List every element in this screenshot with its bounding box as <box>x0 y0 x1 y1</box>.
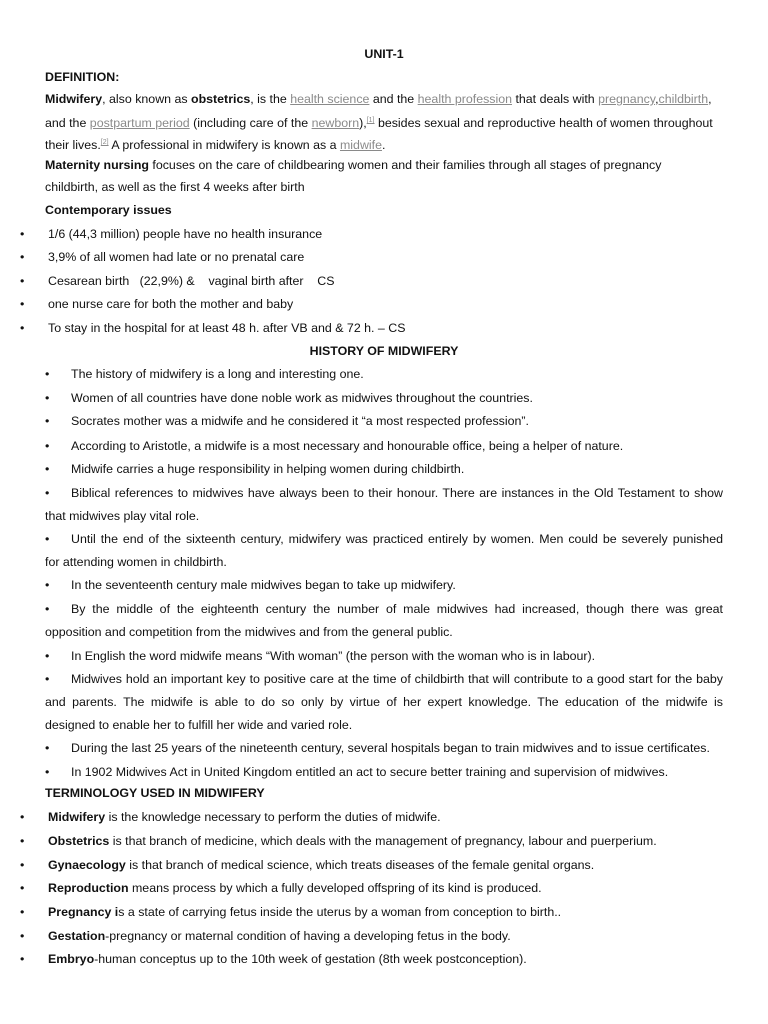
history-item: Midwives hold an important key to positive care at the time of childbirth that will contribute to a good start for the baby <box>71 672 723 686</box>
contemporary-item: 3,9% of all women had late or no prenatal care <box>48 250 305 264</box>
maternity-nursing-line-1 <box>45 157 723 173</box>
terminology-item <box>48 857 723 873</box>
bullet: • <box>20 929 25 943</box>
term-definition: s a state of carrying fetus inside the uterus by a woman from conception to birth.. <box>118 905 562 919</box>
history-item: Until the end of the sixteenth century, midwifery was practiced entirely by women. Men could be severely punished <box>71 532 723 546</box>
bullet: • <box>20 905 25 919</box>
term-definition: means process by which a fully developed offspring of its kind is produced. <box>128 881 542 895</box>
history-item-continuation: that midwives play vital role. <box>45 509 200 523</box>
text-segment: , <box>655 92 659 106</box>
text-segment: ), <box>359 116 367 131</box>
bullet: • <box>45 439 50 453</box>
history-item: By the middle of the eighteenth century the number of male midwives had increased, though there was great <box>71 602 723 616</box>
terminology-item <box>48 833 723 849</box>
terminology-item <box>48 928 723 944</box>
term-label: Gynaecology <box>48 858 126 872</box>
history-item: The history of midwifery is a long and interesting one. <box>71 367 364 381</box>
contemporary-issues-heading: Contemporary issues <box>45 203 172 217</box>
bullet: • <box>20 858 25 872</box>
text-segment: (including care of the <box>189 116 312 131</box>
history-item: Biblical references to midwives have always been to their honour. There are instances in the Old Testament to show <box>71 486 723 500</box>
text-segment: , <box>708 92 712 106</box>
bullet: • <box>45 391 50 405</box>
bullet: • <box>20 274 25 288</box>
term-label: Gestation <box>48 929 106 943</box>
link-midwife[interactable]: midwife <box>339 138 382 153</box>
history-heading: HISTORY OF MIDWIFERY <box>309 344 459 358</box>
term-label: Embryo <box>48 952 95 966</box>
text-segment: , is the <box>250 92 291 106</box>
term-obstetrics: obstetrics <box>191 92 251 106</box>
term-label: Pregnancy i <box>48 905 119 919</box>
text-segment: and the <box>369 92 418 106</box>
bullet: • <box>45 672 50 686</box>
link-pregnancy[interactable]: pregnancy <box>598 92 656 106</box>
link-postpartum-period[interactable]: postpartum period <box>89 116 190 131</box>
text-segment: focuses on the care of childbearing women and their families through all stages of pregnancy <box>148 158 662 172</box>
definition-line-1 <box>45 91 723 107</box>
history-item: Midwife carries a huge responsibility in helping women during childbirth. <box>71 462 465 476</box>
history-item-continuation: for attending women in childbirth. <box>45 555 227 569</box>
bullet: • <box>20 834 25 848</box>
bullet: • <box>45 462 50 476</box>
contemporary-item: 1/6 (44,3 million) people have no health insurance <box>48 227 323 241</box>
term-definition: is the knowledge necessary to perform the duties of midwife. <box>105 810 441 824</box>
terminology-item <box>48 951 723 967</box>
term-maternity-nursing: Maternity nursing <box>45 158 149 172</box>
history-item: In 1902 Midwives Act in United Kingdom entitled an act to secure better training and supervision of midwives. <box>71 765 669 779</box>
term-label: Midwifery <box>48 810 106 824</box>
history-item: In English the word midwife means “With woman” (the person with the woman who is in labour). <box>71 649 596 663</box>
text-segment: A professional in midwifery is known as a <box>108 138 340 153</box>
definition-line-3 <box>45 135 723 153</box>
bullet: • <box>45 486 50 500</box>
history-item-continuation: designed to enable her to fulfill her wide and varied role. <box>45 718 353 732</box>
contemporary-item: To stay in the hospital for at least 48 h. after VB and & 72 h. – CS <box>48 321 406 335</box>
bullet: • <box>20 227 25 241</box>
text-segment: their lives. <box>45 138 101 153</box>
definition-heading: DEFINITION: <box>45 70 120 84</box>
terminology-item <box>48 809 723 825</box>
terminology-item <box>48 904 723 920</box>
link-health-science[interactable]: health science <box>290 92 370 106</box>
bullet: • <box>20 810 25 824</box>
reference-link-1[interactable]: [1] <box>366 117 375 124</box>
term-midwifery: Midwifery <box>45 92 103 106</box>
bullet: • <box>20 321 25 335</box>
term-definition: -human conceptus up to the 10th week of gestation (8th week postconception). <box>94 952 527 966</box>
text-segment: that deals with <box>512 92 599 106</box>
text-segment: . <box>381 138 386 153</box>
bullet: • <box>20 297 25 311</box>
maternity-nursing-line-2: childbirth, as well as the first 4 weeks after birth <box>45 180 305 194</box>
reference-link-2[interactable]: [2] <box>100 139 109 146</box>
term-label: Obstetrics <box>48 834 110 848</box>
contemporary-item: Cesarean birth (22,9%) & vaginal birth after CS <box>48 274 335 288</box>
bullet: • <box>20 952 25 966</box>
bullet: • <box>45 765 50 779</box>
link-childbirth[interactable]: childbirth <box>658 92 709 106</box>
bullet: • <box>45 578 50 592</box>
history-item: During the last 25 years of the nineteenth century, several hospitals began to train midwives and to issue certificates. <box>71 741 710 755</box>
bullet: • <box>45 532 50 546</box>
history-item-continuation: and parents. The midwife is able to do so only by virtue of her expert knowledge. The education of the midwife is <box>45 695 723 709</box>
text-segment: , also known as <box>102 92 192 106</box>
bullet: • <box>20 250 25 264</box>
bullet: • <box>45 414 50 428</box>
text-segment: and the <box>45 116 90 131</box>
link-health-profession[interactable]: health profession <box>417 92 513 106</box>
link-newborn[interactable]: newborn <box>311 116 360 131</box>
definition-line-2 <box>45 113 723 131</box>
history-item: Women of all countries have done noble work as midwives throughout the countries. <box>71 391 533 405</box>
term-definition: is that branch of medicine, which deals with the management of pregnancy, labour and puerperium. <box>109 834 657 848</box>
term-label: Reproduction <box>48 881 129 895</box>
history-item: Socrates mother was a midwife and he considered it “a most respected profession”. <box>71 414 529 428</box>
contemporary-item: one nurse care for both the mother and baby <box>48 297 294 311</box>
terminology-heading: TERMINOLOGY USED IN MIDWIFERY <box>45 786 265 800</box>
bullet: • <box>45 741 50 755</box>
history-item: In the seventeenth century male midwives began to take up midwifery. <box>71 578 456 592</box>
term-definition: is that branch of medical science, which treats diseases of the female genital organs. <box>125 858 595 872</box>
bullet: • <box>45 649 50 663</box>
term-definition: -pregnancy or maternal condition of having a developing fetus in the body. <box>105 929 511 943</box>
text-segment: besides sexual and reproductive health of women throughout <box>374 116 713 131</box>
history-item: According to Aristotle, a midwife is a most necessary and honourable office, being a helper of nature. <box>71 439 624 453</box>
history-item-continuation: opposition and competition from the midwives and from the general public. <box>45 625 453 639</box>
terminology-item <box>48 880 723 896</box>
bullet: • <box>20 881 25 895</box>
bullet: • <box>45 602 50 616</box>
bullet: • <box>45 367 50 381</box>
unit-title: UNIT-1 <box>364 47 404 61</box>
